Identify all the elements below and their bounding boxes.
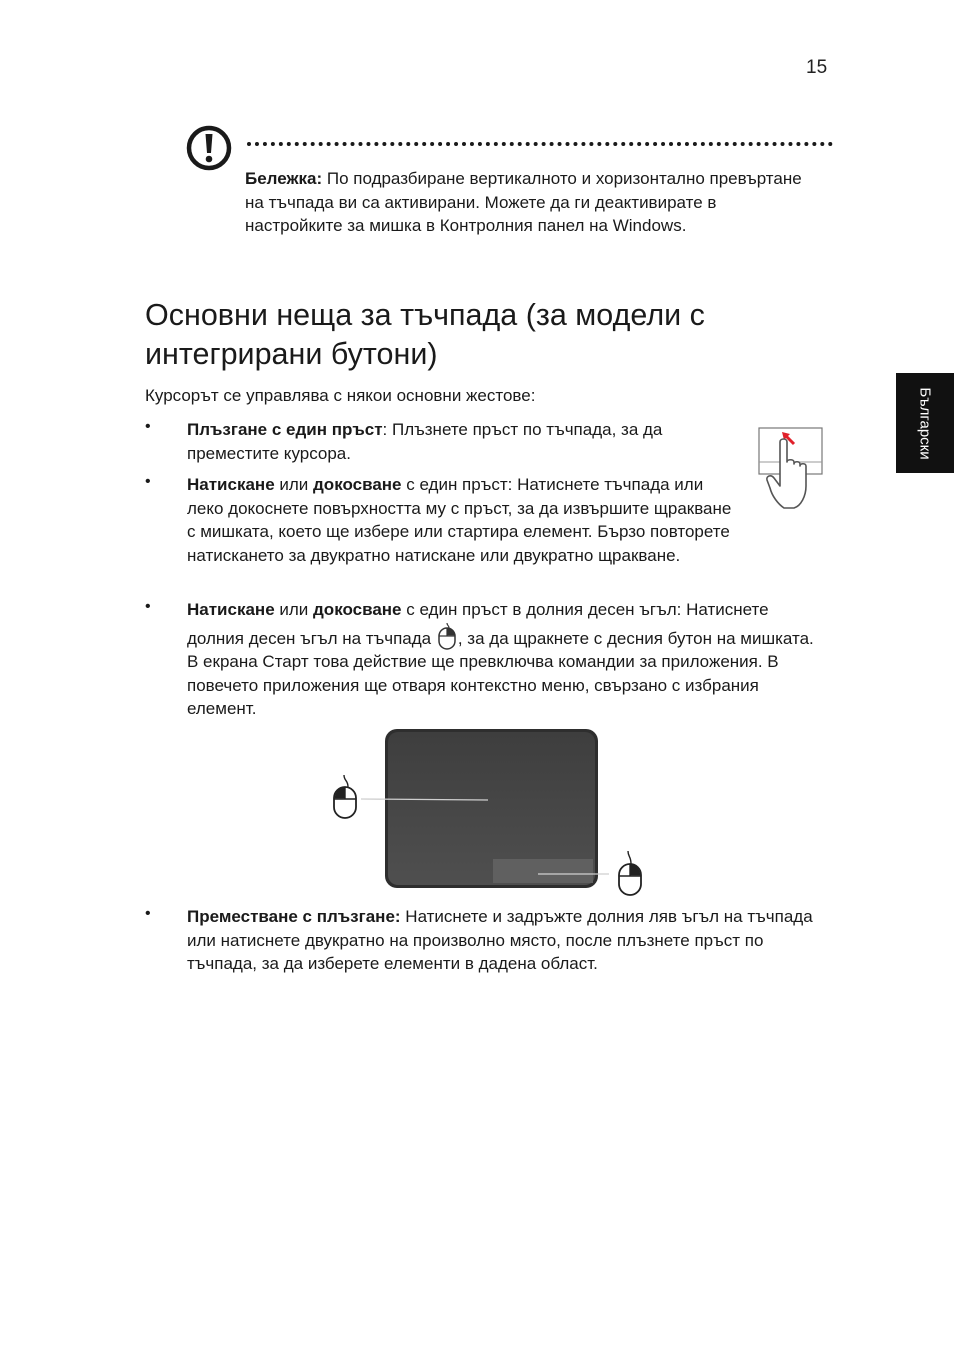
note-label: Бележка: (245, 169, 323, 188)
item-text: , за да щракнете с десния бутон на мишката. В екрана Старт това действие ще превключва командии за приложения. В повечето приложения ще отваря контекстно меню, свързано с избрания елемент. (187, 628, 814, 718)
slide-gesture-illustration (750, 424, 830, 514)
item-text: : Плъзнете пръст по тъчпада, за да преместите курсора. (187, 420, 663, 463)
item-text: или (274, 475, 314, 494)
item-text: с един пръст в долния десен ъгъл: Натиснете долния десен ъгъл на тъчпада (187, 600, 769, 648)
note-body: По подразбиране вертикалното и хоризонтално превъртане на тъчпада ви са активирани. Можете да ги деактивирате в настройките за мишка в Контролния панел на Windows. (245, 169, 802, 235)
right-click-mouse-icon (437, 622, 457, 650)
bullet-marker: • (145, 473, 151, 490)
left-click-mouse-icon (334, 775, 356, 818)
list-item-one-finger-slide (187, 418, 732, 465)
bullet-marker: • (145, 418, 151, 435)
item-text: с един пръст: Натиснете тъчпада или леко докоснете повърхността му с пръст, за да извършите щракване с мишката, което ще избере или стартира елемент. Бързо повторете натискането за двукратно натискане или двукратно щракване. (187, 475, 732, 565)
list-item-tap (187, 473, 742, 567)
item-bold: Натискане (187, 600, 275, 619)
page-number: 15 (806, 57, 828, 78)
touchpad-diagram (325, 725, 655, 900)
bullet-marker: • (145, 905, 151, 922)
item-bold: Преместване с плъзгане: (187, 907, 401, 926)
bullet-marker: • (145, 598, 151, 615)
note-text (245, 167, 805, 238)
language-tab-label: Български (916, 386, 934, 460)
section-heading: Основни неща за тъчпада (за модели с интегрирани бутони) (145, 298, 705, 371)
list-item-corner-tap (187, 598, 827, 729)
note-divider (247, 142, 833, 146)
item-bold: Плъзгане с един пръст (187, 420, 383, 439)
item-bold: докосване (313, 600, 402, 619)
item-bold: Натискане (187, 475, 275, 494)
language-tab (896, 373, 954, 473)
intro-text: Курсорът се управлява с някои основни жестове: (145, 386, 536, 405)
warning-icon (185, 124, 233, 172)
list-item-drag-move (187, 905, 827, 976)
item-text: Натиснете и задръжте долния ляв ъгъл на тъчпада или натиснете двукратно на произволно място, после плъзнете пръст по тъчпада, за да изберете елементи в дадена област. (187, 907, 813, 973)
item-bold: докосване (313, 475, 402, 494)
right-click-mouse-icon (619, 851, 641, 895)
item-text: или (274, 600, 314, 619)
